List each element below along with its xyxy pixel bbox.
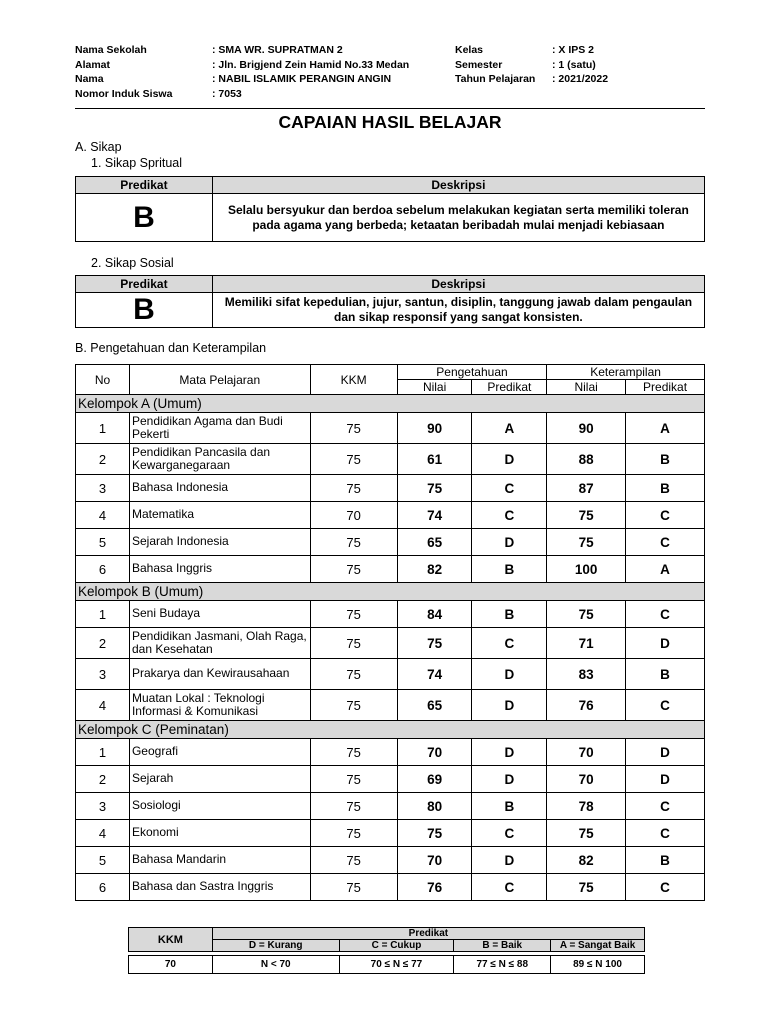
row-keterampilan-nilai: 70	[547, 766, 626, 793]
row-pengetahuan-nilai: 84	[397, 601, 472, 628]
year-value: : 2021/2022	[552, 73, 609, 85]
row-mapel: Bahasa Mandarin	[129, 847, 310, 874]
legend-range-d: N < 70	[212, 956, 339, 974]
spiritual-heading: 1. Sikap Spritual	[91, 156, 183, 170]
legend-range-b: 77 ≤ N ≤ 88	[454, 956, 551, 974]
row-no: 3	[76, 659, 130, 690]
row-keterampilan-predikat: C	[626, 874, 705, 901]
row-pengetahuan-nilai: 65	[397, 529, 472, 556]
row-mapel: Bahasa Inggris	[129, 556, 310, 583]
row-pengetahuan-nilai: 69	[397, 766, 472, 793]
table-row	[76, 659, 705, 690]
group-title: Kelompok B (Umum)	[76, 583, 705, 601]
row-pengetahuan-predikat: D	[472, 444, 547, 475]
row-mapel: Ekonomi	[129, 820, 310, 847]
col-pengetahuan-nilai: Nilai	[397, 380, 472, 395]
row-pengetahuan-nilai: 76	[397, 874, 472, 901]
row-no: 1	[76, 413, 130, 444]
spiritual-predikat: B	[76, 194, 213, 242]
row-mapel: Pendidikan Pancasila dan Kewarganegaraan	[129, 444, 310, 475]
row-mapel: Sejarah	[129, 766, 310, 793]
row-mapel: Muatan Lokal : Teknologi Informasi & Komunikasi	[129, 690, 310, 721]
row-kkm: 75	[310, 739, 397, 766]
row-mapel: Bahasa Indonesia	[129, 475, 310, 502]
row-keterampilan-predikat: C	[626, 690, 705, 721]
row-keterampilan-predikat: C	[626, 529, 705, 556]
row-kkm: 75	[310, 556, 397, 583]
row-keterampilan-nilai: 100	[547, 556, 626, 583]
legend-kkm-value: 70	[129, 956, 213, 974]
school-value: : SMA WR. SUPRATMAN 2	[212, 44, 343, 56]
row-no: 4	[76, 502, 130, 529]
table-row	[76, 413, 705, 444]
row-mapel: Geografi	[129, 739, 310, 766]
row-kkm: 75	[310, 847, 397, 874]
table-row	[76, 847, 705, 874]
row-keterampilan-nilai: 88	[547, 444, 626, 475]
row-pengetahuan-predikat: D	[472, 766, 547, 793]
legend-header-a: A = Sangat Baik	[551, 940, 645, 952]
row-pengetahuan-predikat: C	[472, 628, 547, 659]
section-b-heading: B. Pengetahuan dan Keterampilan	[75, 341, 267, 355]
table-row	[76, 502, 705, 529]
row-no: 1	[76, 739, 130, 766]
group-row	[76, 721, 705, 739]
legend-predikat-label: Predikat	[212, 928, 644, 940]
row-kkm: 75	[310, 766, 397, 793]
row-pengetahuan-nilai: 75	[397, 475, 472, 502]
row-pengetahuan-predikat: D	[472, 690, 547, 721]
row-kkm: 75	[310, 601, 397, 628]
row-keterampilan-nilai: 75	[547, 601, 626, 628]
spiritual-table	[75, 176, 705, 242]
table-row	[76, 874, 705, 901]
row-pengetahuan-nilai: 70	[397, 847, 472, 874]
row-no: 4	[76, 820, 130, 847]
row-pengetahuan-predikat: D	[472, 847, 547, 874]
row-keterampilan-predikat: D	[626, 628, 705, 659]
student-info-header	[75, 43, 608, 101]
social-col-predikat: Predikat	[76, 276, 213, 293]
row-mapel: Bahasa dan Sastra Inggris	[129, 874, 310, 901]
group-row	[76, 395, 705, 413]
spiritual-deskripsi: Selalu bersyukur dan berdoa sebelum melakukan kegiatan serta memiliki toleran pada agama yang berbeda; ketaatan beribadah mulai menjadi kebiasaan	[212, 194, 704, 242]
row-no: 5	[76, 529, 130, 556]
row-keterampilan-predikat: B	[626, 847, 705, 874]
row-pengetahuan-nilai: 70	[397, 739, 472, 766]
row-pengetahuan-predikat: C	[472, 475, 547, 502]
table-row	[76, 444, 705, 475]
address-label: Alamat	[75, 58, 111, 71]
row-no: 1	[76, 601, 130, 628]
row-pengetahuan-nilai: 65	[397, 690, 472, 721]
row-pengetahuan-nilai: 80	[397, 793, 472, 820]
row-keterampilan-nilai: 78	[547, 793, 626, 820]
row-keterampilan-nilai: 75	[547, 874, 626, 901]
social-table	[75, 275, 705, 328]
header-divider	[75, 108, 705, 109]
legend-header-b: B = Baik	[454, 940, 551, 952]
table-row	[76, 556, 705, 583]
row-kkm: 75	[310, 529, 397, 556]
row-keterampilan-nilai: 76	[547, 690, 626, 721]
semester-label: Semester	[455, 58, 503, 71]
row-kkm: 75	[310, 690, 397, 721]
row-no: 2	[76, 628, 130, 659]
legend-header-c: C = Cukup	[339, 940, 454, 952]
col-no: No	[76, 365, 130, 395]
row-pengetahuan-predikat: D	[472, 529, 547, 556]
table-row	[76, 766, 705, 793]
nis-value: : 7053	[212, 87, 242, 100]
row-no: 2	[76, 766, 130, 793]
row-pengetahuan-predikat: D	[472, 659, 547, 690]
semester-value: : 1 (satu)	[552, 58, 596, 71]
row-pengetahuan-nilai: 61	[397, 444, 472, 475]
row-kkm: 70	[310, 502, 397, 529]
social-heading: 2. Sikap Sosial	[91, 256, 174, 270]
col-pengetahuan-predikat: Predikat	[472, 380, 547, 395]
row-pengetahuan-predikat: A	[472, 413, 547, 444]
row-pengetahuan-predikat: D	[472, 739, 547, 766]
row-keterampilan-nilai: 82	[547, 847, 626, 874]
row-keterampilan-predikat: B	[626, 444, 705, 475]
table-row	[76, 739, 705, 766]
col-keterampilan-predikat: Predikat	[626, 380, 705, 395]
address-value: : Jln. Brigjend Zein Hamid No.33 Medan	[212, 58, 410, 71]
row-no: 4	[76, 690, 130, 721]
row-keterampilan-nilai: 90	[547, 413, 626, 444]
nis-label: Nomor Induk Siswa	[75, 87, 173, 100]
table-row	[76, 601, 705, 628]
row-keterampilan-predikat: D	[626, 766, 705, 793]
row-keterampilan-predikat: A	[626, 556, 705, 583]
row-pengetahuan-predikat: C	[472, 502, 547, 529]
page-title: CAPAIAN HASIL BELAJAR	[278, 112, 502, 132]
class-label: Kelas	[455, 44, 484, 56]
row-mapel: Pendidikan Jasmani, Olah Raga, dan Kesehatan	[129, 628, 310, 659]
row-kkm: 75	[310, 659, 397, 690]
table-row	[76, 793, 705, 820]
group-title: Kelompok C (Peminatan)	[76, 721, 705, 739]
row-pengetahuan-predikat: B	[472, 556, 547, 583]
row-keterampilan-nilai: 75	[547, 529, 626, 556]
table-row	[76, 628, 705, 659]
col-kkm: KKM	[310, 365, 397, 395]
name-value: : NABIL ISLAMIK PERANGIN ANGIN	[212, 73, 392, 85]
row-keterampilan-nilai: 87	[547, 475, 626, 502]
row-kkm: 75	[310, 475, 397, 502]
col-keterampilan-nilai: Nilai	[547, 380, 626, 395]
row-mapel: Sosiologi	[129, 793, 310, 820]
row-no: 6	[76, 556, 130, 583]
row-keterampilan-predikat: C	[626, 793, 705, 820]
row-no: 6	[76, 874, 130, 901]
row-keterampilan-nilai: 71	[547, 628, 626, 659]
row-kkm: 75	[310, 793, 397, 820]
row-mapel: Matematika	[129, 502, 310, 529]
row-pengetahuan-predikat: C	[472, 820, 547, 847]
row-keterampilan-predikat: D	[626, 739, 705, 766]
row-kkm: 75	[310, 444, 397, 475]
col-keterampilan: Keterampilan	[547, 365, 705, 380]
row-no: 3	[76, 475, 130, 502]
row-keterampilan-predikat: A	[626, 413, 705, 444]
legend-header-d: D = Kurang	[212, 940, 339, 952]
row-keterampilan-predikat: C	[626, 502, 705, 529]
class-value: : X IPS 2	[552, 44, 595, 56]
row-pengetahuan-nilai: 82	[397, 556, 472, 583]
col-pengetahuan: Pengetahuan	[397, 365, 546, 380]
year-label: Tahun Pelajaran	[455, 73, 536, 85]
row-no: 5	[76, 847, 130, 874]
row-pengetahuan-predikat: B	[472, 601, 547, 628]
row-kkm: 75	[310, 874, 397, 901]
social-col-deskripsi: Deskripsi	[212, 276, 704, 293]
row-pengetahuan-predikat: C	[472, 874, 547, 901]
row-pengetahuan-nilai: 74	[397, 502, 472, 529]
row-keterampilan-nilai: 75	[547, 502, 626, 529]
row-mapel: Sejarah Indonesia	[129, 529, 310, 556]
table-row	[76, 529, 705, 556]
row-keterampilan-predikat: C	[626, 601, 705, 628]
row-pengetahuan-nilai: 74	[397, 659, 472, 690]
row-pengetahuan-nilai: 90	[397, 413, 472, 444]
row-no: 3	[76, 793, 130, 820]
table-row	[76, 820, 705, 847]
table-row	[76, 690, 705, 721]
group-row	[76, 583, 705, 601]
row-mapel: Pendidikan Agama dan Budi Pekerti	[129, 413, 310, 444]
section-a-heading: A. Sikap	[75, 140, 122, 154]
name-label: Nama	[75, 73, 104, 85]
legend-range-a: 89 ≤ N 100	[551, 956, 645, 974]
grades-table	[75, 364, 705, 901]
social-predikat: B	[76, 293, 213, 328]
row-keterampilan-predikat: B	[626, 659, 705, 690]
row-mapel: Prakarya dan Kewirausahaan	[129, 659, 310, 690]
row-pengetahuan-nilai: 75	[397, 820, 472, 847]
legend-kkm-label: KKM	[129, 928, 213, 952]
spiritual-col-predikat: Predikat	[76, 177, 213, 194]
group-title: Kelompok A (Umum)	[76, 395, 705, 413]
row-keterampilan-nilai: 83	[547, 659, 626, 690]
row-mapel: Seni Budaya	[129, 601, 310, 628]
row-kkm: 75	[310, 413, 397, 444]
predikat-legend	[128, 927, 645, 974]
row-kkm: 75	[310, 628, 397, 659]
col-mapel: Mata Pelajaran	[129, 365, 310, 395]
school-label: Nama Sekolah	[75, 44, 147, 56]
legend-range-c: 70 ≤ N ≤ 77	[339, 956, 454, 974]
row-kkm: 75	[310, 820, 397, 847]
row-keterampilan-predikat: B	[626, 475, 705, 502]
row-keterampilan-nilai: 70	[547, 739, 626, 766]
table-row	[76, 475, 705, 502]
spiritual-col-deskripsi: Deskripsi	[212, 177, 704, 194]
row-pengetahuan-nilai: 75	[397, 628, 472, 659]
row-no: 2	[76, 444, 130, 475]
row-keterampilan-predikat: C	[626, 820, 705, 847]
row-keterampilan-nilai: 75	[547, 820, 626, 847]
row-pengetahuan-predikat: B	[472, 793, 547, 820]
social-deskripsi: Memiliki sifat kepedulian, jujur, santun, disiplin, tanggung jawab dalam pengaulan dan sikap responsif yang sangat konsisten.	[212, 293, 704, 328]
